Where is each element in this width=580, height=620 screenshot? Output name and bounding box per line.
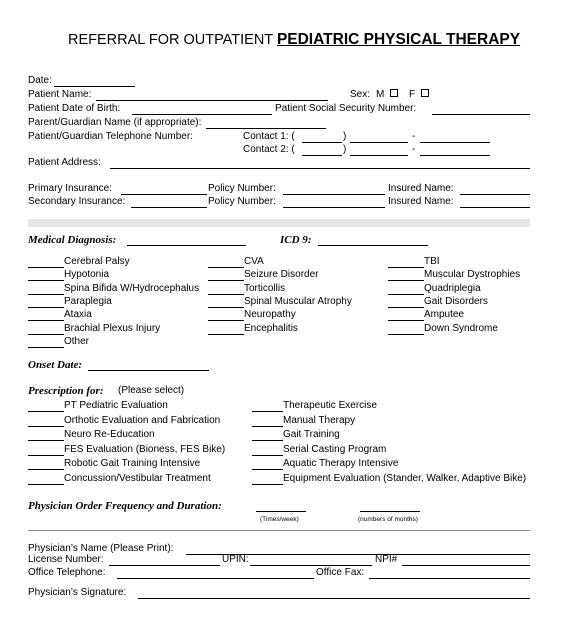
diagnosis-item-label: Other — [64, 335, 90, 347]
prescription-item-check-line[interactable] — [28, 426, 64, 427]
months-caption: (numbers of months) — [358, 516, 418, 523]
diagnosis-item-check-line[interactable] — [28, 294, 64, 295]
dob-label: Patient Date of Birth: — [28, 103, 121, 114]
contact2-line-field[interactable] — [420, 155, 490, 156]
sex-m-option[interactable] — [376, 89, 398, 101]
address-label: Patient Address: — [28, 157, 101, 168]
diagnosis-item-label: Gait Disorders — [424, 295, 488, 307]
ssn-label: Patient Social Security Number: — [275, 103, 417, 114]
secondary-insured-label: Insured Name: — [388, 196, 454, 207]
prescription-item-check-line[interactable] — [28, 469, 64, 470]
prescription-item-label: Robotic Gait Training Intensive — [64, 458, 201, 469]
form-title-prefix: REFERRAL FOR OUTPATIENT — [68, 32, 273, 48]
onset-heading-text: Onset Date — [28, 359, 79, 371]
times-per-week-field[interactable] — [256, 511, 306, 512]
frequency-heading-colon: : — [218, 500, 222, 512]
secondary-insurance-label: Secondary Insurance: — [28, 196, 126, 207]
diagnosis-item-check-line[interactable] — [28, 320, 64, 321]
patient-name-label: Patient Name: — [28, 89, 92, 100]
primary-insured-field[interactable] — [460, 194, 530, 195]
contact2-label: Contact 2: ( — [243, 144, 295, 155]
diagnosis-item-check-line[interactable] — [28, 307, 64, 308]
prescription-item-label: FES Evaluation (Bioness, FES Bike) — [64, 443, 226, 455]
date-field[interactable] — [54, 86, 135, 87]
contact1-paren: ) — [343, 131, 347, 142]
office-phone-field[interactable] — [117, 578, 314, 579]
diagnosis-item-label: Down Syndrome — [424, 322, 498, 334]
onset-field[interactable] — [88, 370, 209, 371]
address-field[interactable] — [110, 168, 530, 169]
contact2-prefix-field[interactable] — [350, 155, 408, 156]
diagnosis-item-check-line[interactable] — [28, 334, 64, 335]
prescription-item-label: Manual Therapy — [283, 414, 356, 426]
diagnosis-item-label: Hypotonia — [64, 269, 110, 281]
prescription-item-label: Serial Casting Program — [283, 443, 387, 455]
prescription-item-check-line[interactable] — [252, 484, 283, 485]
frequency-heading — [28, 500, 222, 513]
contact1-label: Contact 1: ( — [243, 131, 295, 142]
diagnosis-item-check-line[interactable] — [208, 307, 244, 308]
diagnosis-item-check-line[interactable] — [28, 347, 64, 348]
office-fax-field[interactable] — [369, 578, 530, 579]
diagnosis-item-check-line[interactable] — [388, 280, 424, 281]
onset-heading-colon: : — [78, 359, 83, 371]
secondary-insured-field[interactable] — [460, 207, 530, 208]
prescription-item-check-line[interactable] — [28, 440, 64, 441]
sex-m-checkbox[interactable] — [390, 89, 398, 97]
diagnosis-item-check-line[interactable] — [208, 334, 244, 335]
icd-heading-colon: : — [307, 234, 312, 246]
diagnosis-item-check-line[interactable] — [28, 267, 64, 268]
diagnosis-item-check-line[interactable] — [28, 280, 64, 281]
prescription-item-label: Therapeutic Exercise — [283, 400, 377, 411]
prescription-item-label: PT Pediatric Evaluation — [64, 400, 168, 411]
diagnosis-item-check-line[interactable] — [388, 334, 424, 335]
prescription-item-label: Concussion/Vestibular Treatment — [64, 472, 211, 484]
sex-m-label: M — [376, 89, 385, 100]
npi-label: NPI# — [375, 554, 398, 565]
diagnosis-item-check-line[interactable] — [388, 267, 424, 268]
diagnosis-item-check-line[interactable] — [208, 280, 244, 281]
license-field[interactable] — [109, 565, 220, 566]
contact1-prefix-field[interactable] — [350, 142, 408, 143]
ssn-field[interactable] — [432, 114, 530, 115]
prescription-note: (Please select) — [118, 385, 185, 396]
diagnosis-item-check-line[interactable] — [388, 320, 424, 321]
physician-name-label: Physician’s Name (Please Print): — [28, 543, 174, 554]
diagnosis-item-label: Ataxia — [64, 309, 92, 321]
section-divider — [28, 219, 530, 227]
diagnosis-item-label: Amputee — [424, 309, 465, 321]
dob-field[interactable] — [132, 114, 272, 115]
prescription-item-label: Orthotic Evaluation and Fabrication — [64, 414, 221, 426]
primary-insurance-label: Primary Insurance: — [28, 183, 112, 194]
upin-field[interactable] — [250, 565, 372, 566]
diagnosis-item-label: TBI — [424, 256, 440, 267]
diagnosis-item-label: Seizure Disorder — [244, 269, 319, 281]
license-label: License Number: — [28, 554, 104, 565]
onset-heading — [28, 359, 82, 372]
prescription-item-check-line[interactable] — [252, 426, 283, 427]
prescription-heading-colon: : — [99, 385, 104, 397]
diagnosis-item-label: Quadriplegia — [424, 282, 481, 294]
guardian-field[interactable] — [206, 128, 326, 129]
diagnosis-item-check-line[interactable] — [208, 320, 244, 321]
contact1-dash: - — [412, 131, 416, 142]
months-field[interactable] — [360, 511, 420, 512]
office-phone-label: Office Telephone: — [28, 567, 106, 578]
physician-divider — [28, 530, 530, 531]
frequency-heading-text: Physician Order Frequency and Duration — [28, 500, 219, 512]
prescription-item-check-line[interactable] — [252, 440, 283, 441]
prescription-item-check-line[interactable] — [252, 411, 283, 412]
prescription-item-check-line[interactable] — [252, 455, 283, 456]
diagnosis-item-check-line[interactable] — [208, 267, 244, 268]
prescription-item-check-line[interactable] — [28, 455, 64, 456]
diagnosis-heading-text: Medical Diagnosis — [28, 234, 113, 246]
primary-insurance-field[interactable] — [121, 194, 207, 195]
npi-field[interactable] — [402, 565, 530, 566]
icd-heading-text: ICD 9 — [280, 234, 308, 246]
diagnosis-item-label: Neuropathy — [244, 309, 296, 321]
sex-f-checkbox[interactable] — [421, 89, 429, 97]
diagnosis-field[interactable] — [127, 245, 246, 246]
prescription-item-label: Gait Training — [283, 429, 340, 440]
primary-policy-label: Policy Number: — [208, 183, 276, 194]
contact1-area-field[interactable] — [302, 142, 342, 143]
contact1-line-field[interactable] — [420, 142, 490, 143]
diagnosis-item-label: Paraplegia — [64, 295, 112, 307]
prescription-item-label: Aquatic Therapy Intensive — [283, 458, 399, 469]
upin-label: UPIN: — [222, 554, 249, 565]
guardian-label: Parent/Guardian Name (if appropriate): — [28, 117, 202, 128]
diagnosis-item-label: CVA — [244, 256, 264, 267]
date-label: Date: — [28, 75, 52, 86]
icd-heading — [280, 234, 311, 247]
diagnosis-heading-colon: : — [112, 234, 117, 246]
diagnosis-item-label: Spina Bifida W/Hydrocephalus — [64, 282, 200, 294]
prescription-item-check-line[interactable] — [28, 484, 64, 485]
signature-field[interactable] — [138, 598, 530, 599]
prescription-heading-text: Prescription for — [28, 385, 100, 397]
diagnosis-item-label: Torticollis — [244, 282, 286, 294]
diagnosis-item-check-line[interactable] — [388, 307, 424, 308]
sex-label: Sex: — [350, 89, 371, 100]
diagnosis-item-label: Spinal Muscular Atrophy — [244, 295, 352, 307]
diagnosis-item-label: Encephalitis — [244, 322, 298, 334]
diagnosis-item-check-line[interactable] — [388, 294, 424, 295]
office-fax-label: Office Fax: — [316, 567, 365, 578]
diagnosis-item-label: Brachial Plexus Injury — [64, 322, 161, 334]
primary-insured-label: Insured Name: — [388, 183, 454, 194]
form-title-emphasis: PEDIATRIC PHYSICAL THERAPY — [276, 31, 521, 48]
primary-policy-field[interactable] — [283, 194, 385, 195]
diagnosis-item-check-line[interactable] — [208, 294, 244, 295]
secondary-policy-field[interactable] — [283, 207, 385, 208]
secondary-policy-label: Policy Number: — [208, 196, 276, 207]
diagnosis-item-label: Cerebral Palsy — [64, 256, 130, 267]
form-title — [68, 31, 520, 49]
prescription-item-check-line[interactable] — [28, 411, 64, 412]
sex-f-label: F — [409, 89, 416, 100]
prescription-item-label: Neuro Re-Education — [64, 429, 155, 440]
contact2-paren: ) — [343, 144, 347, 155]
contact2-dash: - — [412, 144, 416, 155]
prescription-item-check-line[interactable] — [252, 469, 283, 470]
times-per-week-caption: (Times/week) — [260, 516, 299, 523]
signature-label: Physician’s Signature: — [28, 587, 127, 598]
diagnosis-heading — [28, 234, 116, 247]
patient-name-field[interactable] — [96, 100, 328, 101]
guardian-phone-label: Patient/Guardian Telephone Number: — [28, 131, 193, 142]
sex-f-option[interactable] — [409, 89, 429, 101]
prescription-heading — [28, 385, 103, 398]
prescription-item-label: Equipment Evaluation (Stander, Walker, Adaptive Bike) — [283, 472, 527, 484]
diagnosis-item-label: Muscular Dystrophies — [424, 269, 521, 281]
contact2-area-field[interactable] — [302, 155, 342, 156]
icd-field[interactable] — [318, 245, 428, 246]
secondary-insurance-field[interactable] — [131, 207, 207, 208]
